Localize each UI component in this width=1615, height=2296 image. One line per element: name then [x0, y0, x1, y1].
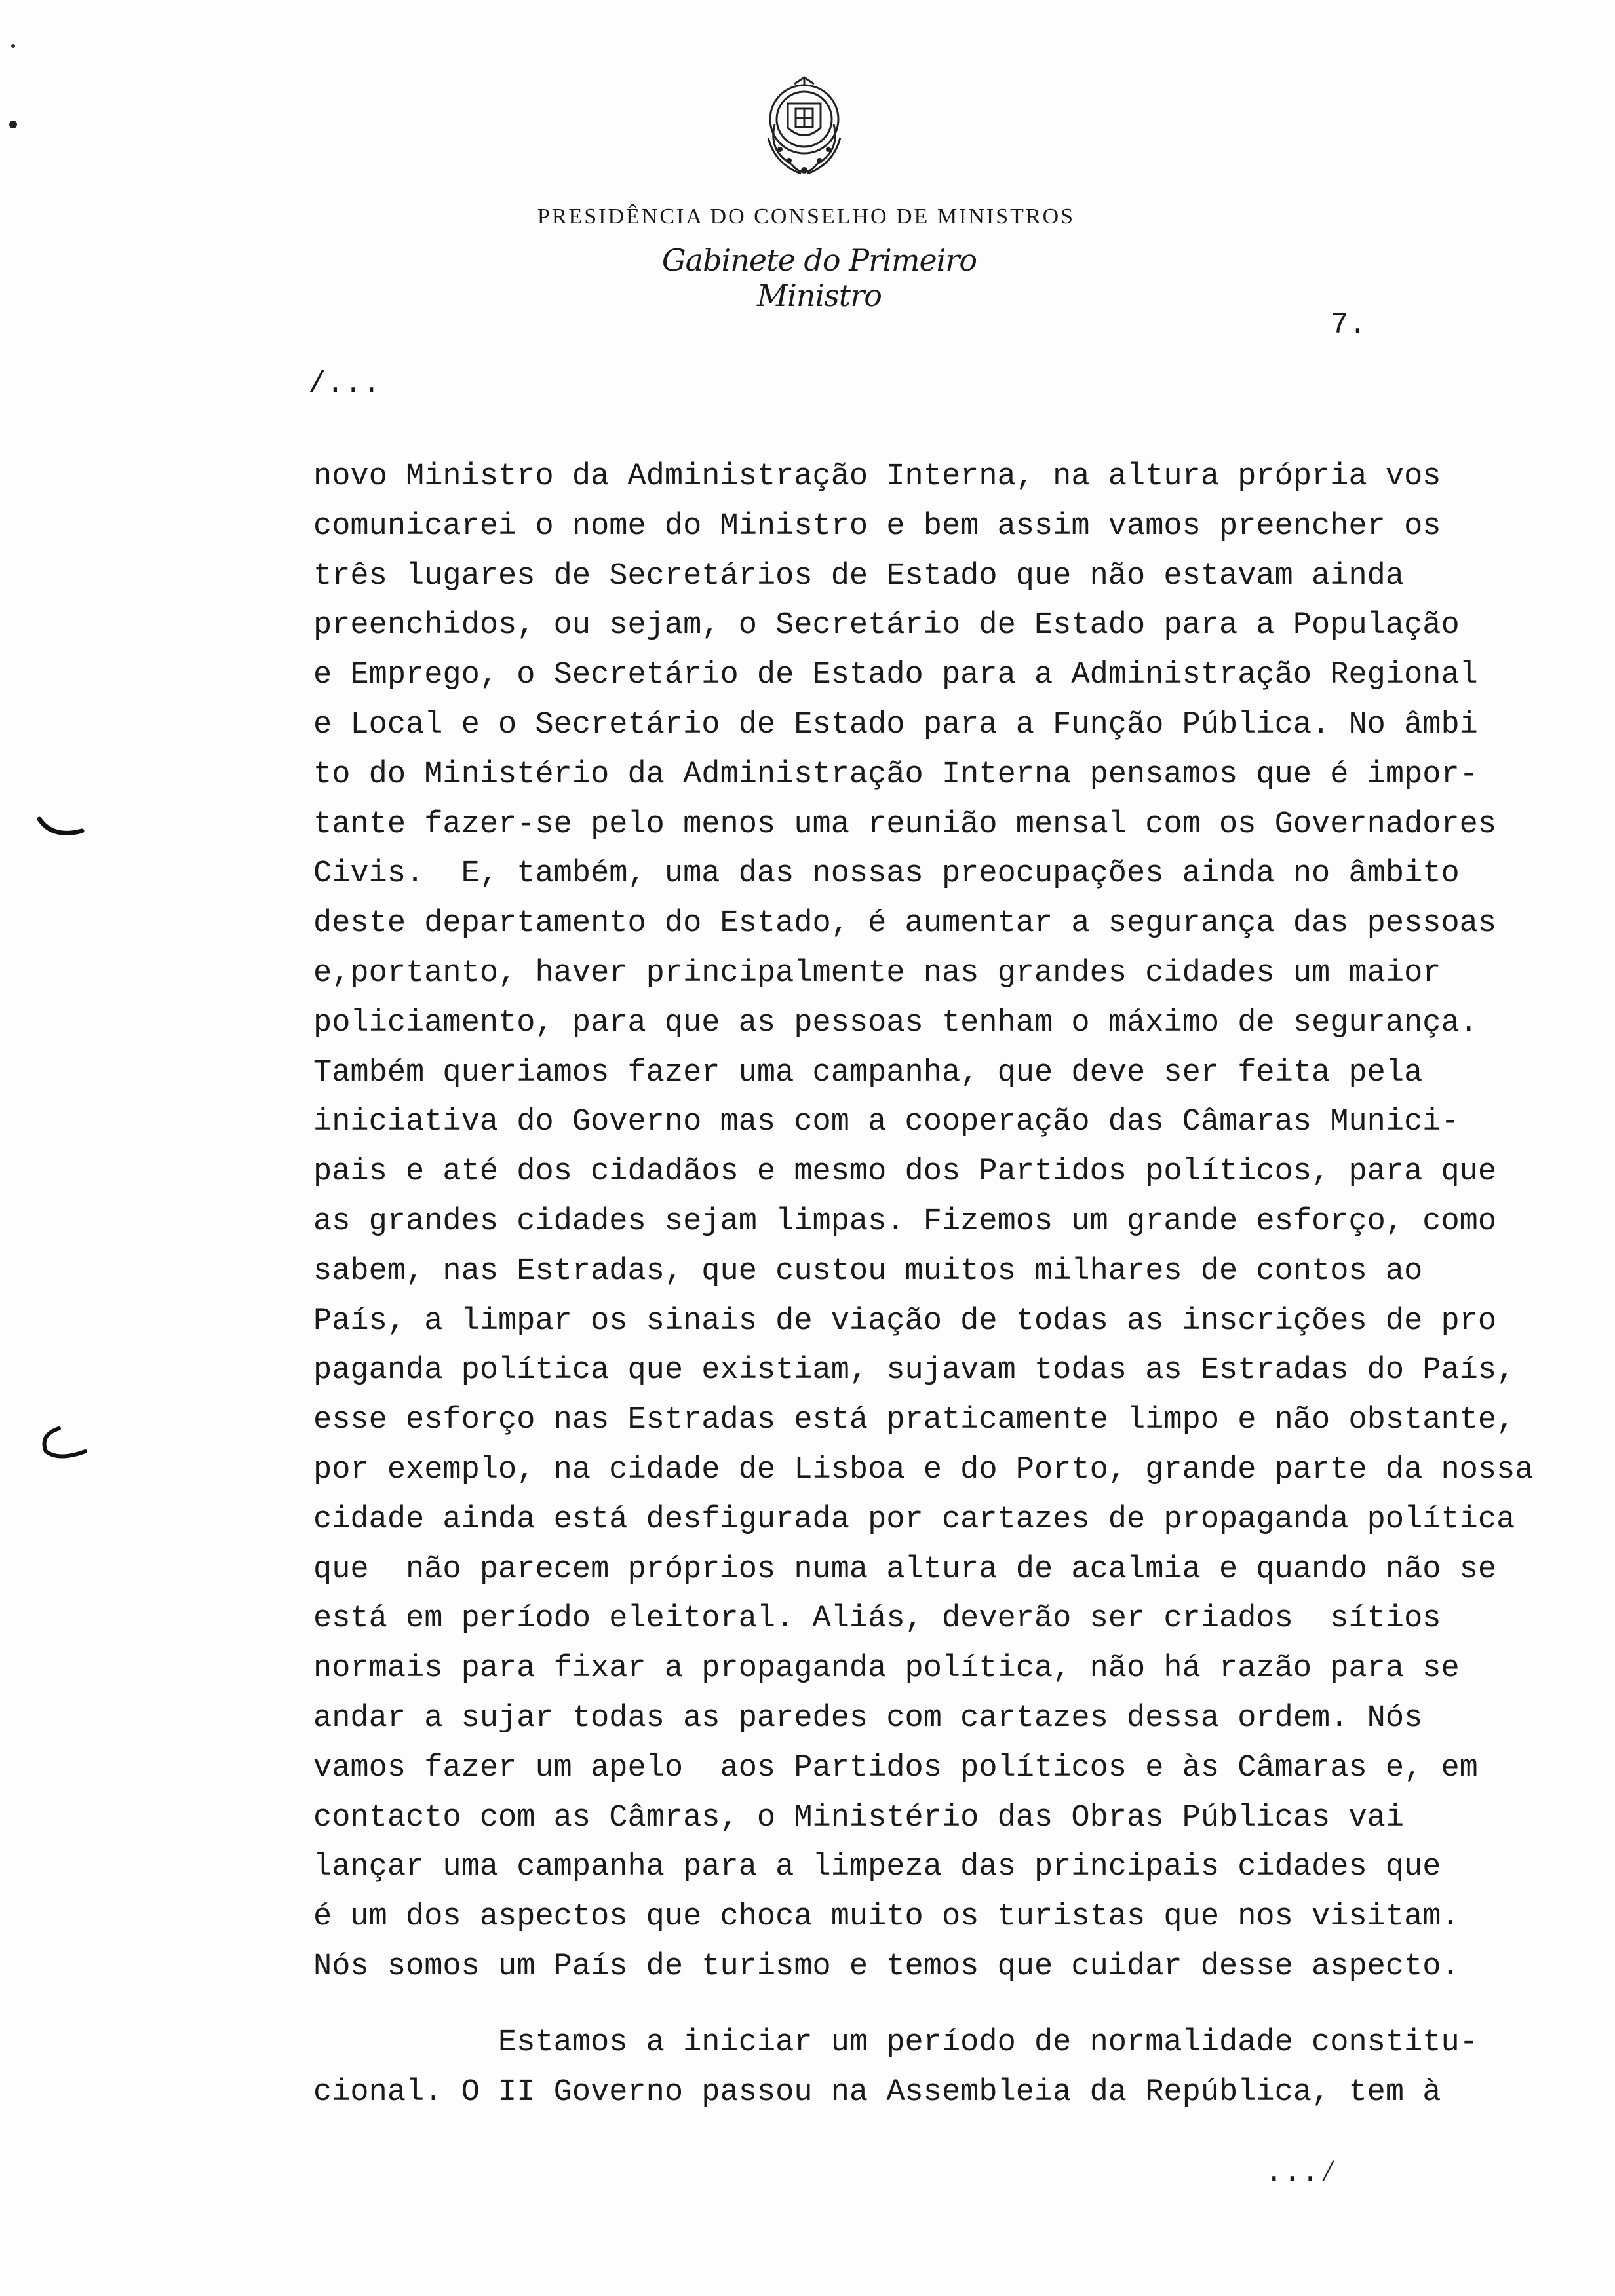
paragraph — [313, 2018, 1598, 2118]
continuation-marker-bottom: ...⁄ — [1265, 2156, 1338, 2190]
text-line: tante fazer-se pelo menos uma reunião mensal com os Governadores — [313, 807, 1497, 842]
text-line: preenchidos, ou sejam, o Secretário de Estado para a População — [313, 608, 1460, 643]
text-line: andar a sujar todas as paredes com cartazes dessa ordem. Nós — [313, 1700, 1423, 1736]
text-line: e,portanto, haver principalmente nas grandes cidades um maior — [313, 955, 1441, 991]
text-line: que não parecem próprios numa altura de acalmia e quando não se — [313, 1552, 1497, 1587]
page-number: 7. — [1331, 308, 1367, 342]
text-line: sabem, nas Estradas, que custou muitos milhares de contos ao — [313, 1253, 1423, 1289]
continuation-marker-top: /... — [308, 367, 381, 401]
text-line: iniciativa do Governo mas com a cooperação das Câmaras Munici- — [313, 1105, 1460, 1140]
text-line: Civis. E, também, uma das nossas preocupações ainda no âmbito — [313, 856, 1460, 892]
body-text — [313, 452, 1598, 2117]
text-line: comunicarei o nome do Ministro e bem assim vamos preencher os — [313, 508, 1441, 544]
text-line: deste departamento do Estado, é aumentar a segurança das pessoas — [313, 906, 1497, 942]
text-line: é um dos aspectos que choca muito os turistas que nos visitam. — [313, 1900, 1460, 1935]
text-line: Estamos a iniciar um período de normalidade constitu- — [313, 2025, 1478, 2060]
text-line: to do Ministério da Administração Interna pensamos que é impor- — [313, 757, 1478, 792]
text-line: normais para fixar a propaganda política, não há razão para se — [313, 1651, 1460, 1687]
text-line: novo Ministro da Administração Interna, na altura própria vos — [313, 459, 1441, 494]
text-line: esse esforço nas Estradas está praticamente limpo e não obstante, — [313, 1403, 1515, 1438]
text-line: cional. O II Governo passou na Assembleia da República, tem à — [313, 2075, 1441, 2110]
paragraph-spacer — [313, 1992, 1598, 2018]
punch-hole-mark-icon — [33, 1415, 98, 1468]
cabinet-subtitle: Gabinete do Primeiro Ministro — [661, 242, 977, 313]
scan-speck-icon — [7, 39, 20, 138]
coat-of-arms-icon — [729, 66, 880, 197]
text-line: contacto com as Câmras, o Ministério das Obras Públicas vai — [313, 1800, 1405, 1835]
text-line: Também queriamos fazer uma campanha, que deve ser feita pela — [313, 1055, 1423, 1090]
text-line: três lugares de Secretários de Estado que não estavam ainda — [313, 558, 1405, 594]
text-line: e Local e o Secretário de Estado para a Função Pública. No âmbi — [313, 707, 1478, 742]
text-line: as grandes cidades sejam limpas. Fizemos um grande esforço, como — [313, 1204, 1497, 1239]
text-line: paganda política que existiam, sujavam todas as Estradas do País, — [313, 1353, 1515, 1388]
institution-title: PRESIDÊNCIA DO CONSELHO DE MINISTROS — [537, 204, 1076, 229]
text-line: vamos fazer um apelo aos Partidos políticos e às Câmaras e, em — [313, 1750, 1478, 1786]
text-line: lançar uma campanha para a limpeza das principais cidades que — [313, 1850, 1441, 1885]
text-line: País, a limpar os sinais de viação de todas as inscrições de pro — [313, 1303, 1497, 1339]
text-line: policiamento, para que as pessoas tenham o máximo de segurança. — [313, 1005, 1478, 1041]
text-line: por exemplo, na cidade de Lisboa e do Porto, grande parte da nossa — [313, 1452, 1534, 1487]
text-line: está em período eleitoral. Aliás, deverão ser criados sítios — [313, 1601, 1441, 1637]
text-line: e Emprego, o Secretário de Estado para a Administração Regional — [313, 658, 1478, 693]
paragraph — [313, 452, 1598, 1992]
text-line: Nós somos um País de turismo e temos que cuidar desse aspecto. — [313, 1949, 1460, 1984]
text-line: pais e até dos cidadãos e mesmo dos Partidos políticos, para que — [313, 1155, 1497, 1190]
text-line: cidade ainda está desfigurada por cartazes de propaganda política — [313, 1502, 1515, 1537]
punch-hole-mark-icon — [33, 806, 92, 845]
